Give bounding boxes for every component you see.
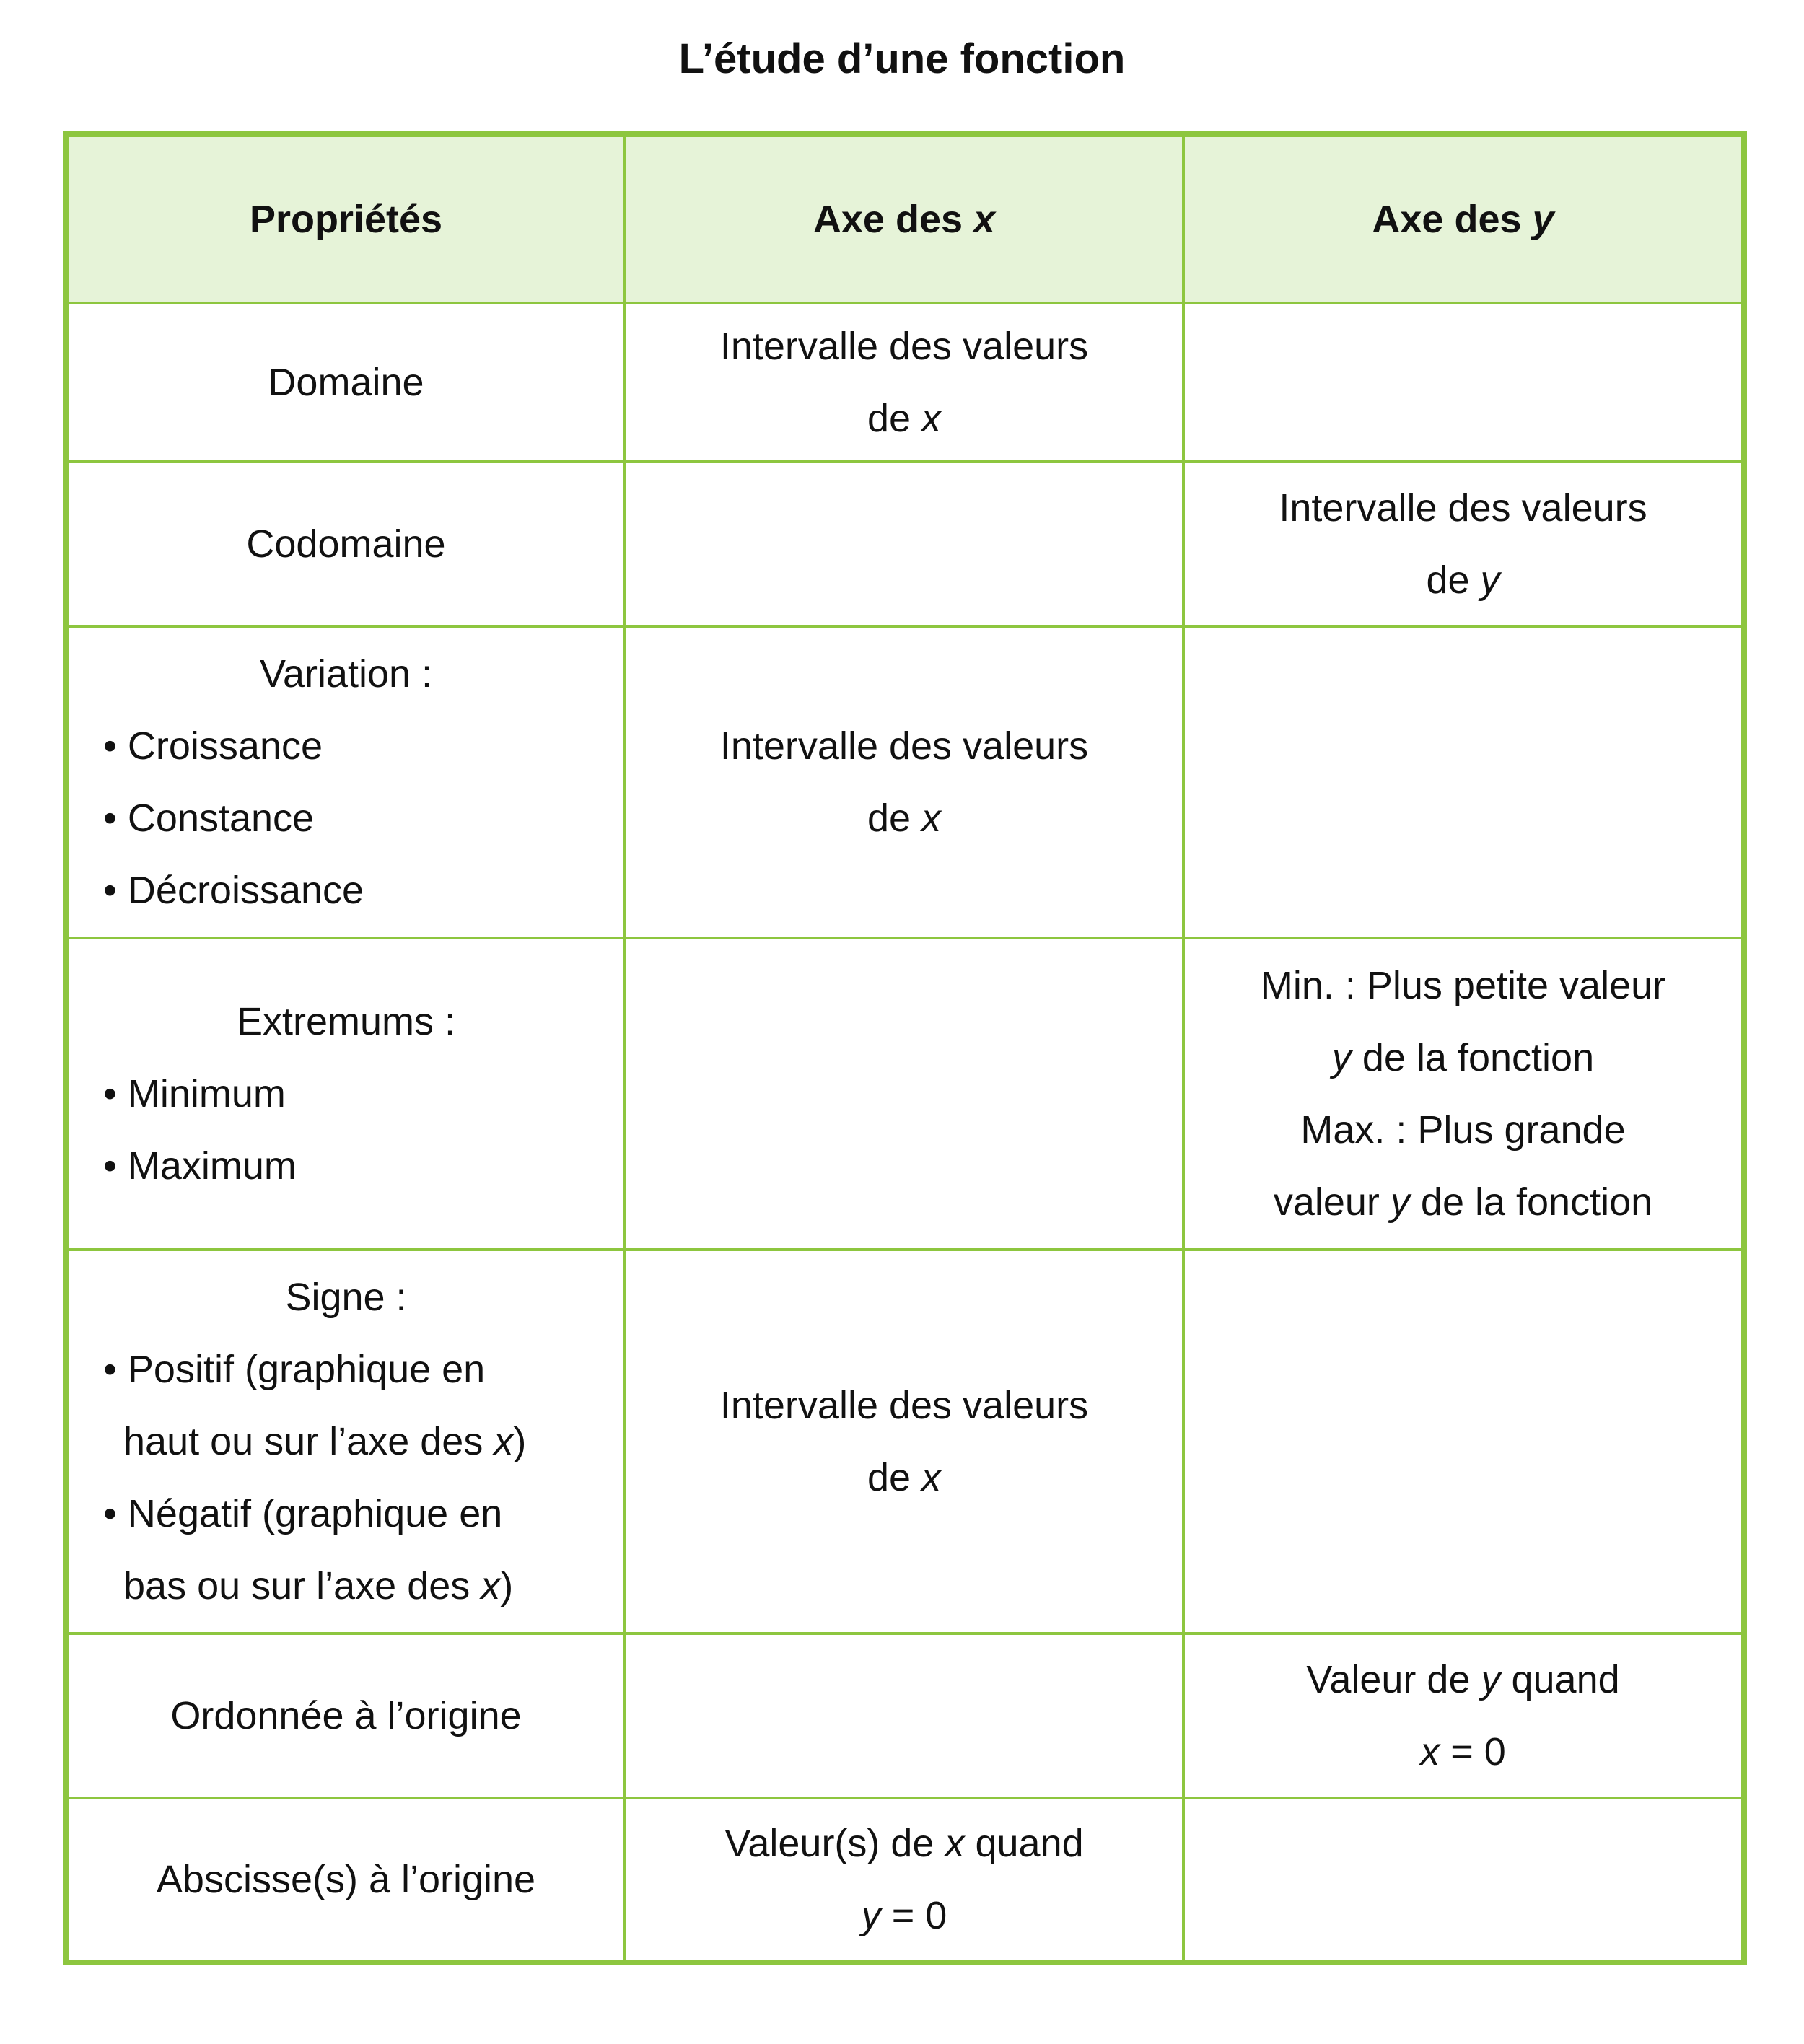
text-segment: • Positif (graphique en [103, 1348, 486, 1391]
text-line [83, 1843, 609, 1916]
variable-text: y [1390, 1180, 1410, 1224]
variable-text: x [945, 1822, 965, 1865]
bullet-item [83, 1058, 609, 1130]
variable-text: x [1420, 1730, 1440, 1773]
text-segment: Codomaine [246, 522, 446, 566]
cell-property [66, 1250, 625, 1633]
text-segment: Intervalle des valeurs [1279, 486, 1647, 530]
text-segment: Max. : Plus grande [1300, 1108, 1626, 1152]
cell-property [66, 626, 625, 938]
variable-text: x [973, 198, 996, 241]
text-segment: quand [964, 1822, 1084, 1865]
text-segment: Axe des [1372, 198, 1533, 241]
text-segment: valeur [1273, 1180, 1391, 1224]
variable-text: x [921, 397, 942, 440]
variable-text: x [494, 1420, 514, 1463]
text-segment: • Maximum [103, 1144, 297, 1188]
cell-y-axis [1183, 462, 1744, 626]
bullet-item [83, 1333, 609, 1405]
cell-property [66, 1633, 625, 1798]
table-row [66, 1798, 1744, 1962]
cell-x-axis [625, 462, 1183, 626]
text-segment: = 0 [880, 1894, 947, 1937]
text-line [1199, 1166, 1727, 1238]
variable-text: y [1480, 558, 1500, 602]
text-segment: bas ou sur l’axe des [123, 1564, 481, 1607]
text-segment: Min. : Plus petite valeur [1260, 964, 1666, 1007]
text-line [83, 638, 609, 710]
text-segment: ) [513, 1420, 527, 1463]
text-segment: • Minimum [103, 1072, 286, 1115]
text-line [641, 782, 1168, 854]
bullet-item [83, 782, 609, 854]
variable-text: y [1481, 1658, 1501, 1701]
text-line [641, 1442, 1168, 1514]
text-line [1199, 1644, 1727, 1716]
cell-x-axis [625, 303, 1183, 462]
table-row [66, 1633, 1744, 1798]
text-segment: • Négatif (graphique en [103, 1492, 503, 1535]
cell-y-axis [1183, 1633, 1744, 1798]
text-line [1199, 949, 1727, 1022]
text-segment: Extremums : [236, 1000, 456, 1043]
text-line [641, 1369, 1168, 1442]
text-segment: Valeur de [1306, 1658, 1481, 1701]
text-segment: de [867, 397, 922, 440]
cell-y-axis [1183, 938, 1744, 1250]
text-segment: Propriétés [249, 198, 443, 241]
bullet-item [83, 1478, 609, 1550]
text-line [83, 508, 609, 580]
text-segment: de [867, 797, 922, 840]
variable-text: y [861, 1894, 881, 1937]
text-segment: quand [1500, 1658, 1620, 1701]
text-segment: Abscisse(s) à l’origine [156, 1858, 536, 1901]
variable-text: x [921, 1456, 942, 1499]
text-segment: Ordonnée à l’origine [170, 1694, 522, 1737]
text-line [83, 346, 609, 418]
text-segment: de [867, 1456, 922, 1499]
cell-x-axis [625, 1633, 1183, 1798]
text-line [83, 986, 609, 1058]
text-segment: Intervalle des valeurs [719, 325, 1089, 368]
bullet-item [83, 854, 609, 926]
text-line [83, 1680, 609, 1752]
text-line [1199, 1022, 1727, 1094]
header-y-axis [1183, 134, 1744, 303]
text-segment: Valeur(s) de [724, 1822, 945, 1865]
cell-x-axis [625, 938, 1183, 1250]
text-segment: • Décroissance [103, 869, 364, 912]
header-property [66, 134, 625, 303]
text-segment: de la fonction [1351, 1036, 1595, 1079]
cell-y-axis [1183, 1250, 1744, 1633]
text-segment: Intervalle des valeurs [719, 724, 1089, 768]
text-segment: de la fonction [1409, 1180, 1653, 1224]
text-segment: Intervalle des valeurs [719, 1384, 1089, 1427]
text-segment: Signe : [285, 1276, 407, 1319]
text-line [1199, 1716, 1727, 1788]
cell-x-axis [625, 1798, 1183, 1962]
text-line [1199, 544, 1727, 616]
text-segment: de [1426, 558, 1481, 602]
variable-text: y [1331, 1036, 1352, 1079]
page-title: L’étude d’une fonction [678, 35, 1126, 82]
text-segment: ) [500, 1564, 514, 1607]
function-study-table [63, 131, 1747, 1965]
bullet-item [83, 710, 609, 782]
bullet-item [83, 1130, 609, 1202]
table-row [66, 1250, 1744, 1633]
text-line [1199, 472, 1727, 544]
text-segment: • Constance [103, 797, 315, 840]
variable-text: x [481, 1564, 501, 1607]
cell-y-axis [1183, 626, 1744, 938]
text-segment: • Croissance [103, 724, 323, 768]
variable-text: y [1532, 198, 1554, 241]
text-segment: Axe des [813, 198, 974, 241]
table-row [66, 303, 1744, 462]
text-line [83, 1405, 609, 1478]
text-line [1199, 1094, 1727, 1166]
table-row [66, 938, 1744, 1250]
text-line [641, 1807, 1168, 1879]
cell-y-axis [1183, 303, 1744, 462]
text-line [641, 710, 1168, 782]
table-row [66, 462, 1744, 626]
cell-x-axis [625, 1250, 1183, 1633]
text-line [83, 1550, 609, 1622]
text-line [641, 1879, 1168, 1952]
header-row [66, 134, 1744, 303]
text-segment: = 0 [1440, 1730, 1506, 1773]
cell-property [66, 462, 625, 626]
text-line [641, 310, 1168, 382]
cell-property [66, 938, 625, 1250]
cell-x-axis [625, 626, 1183, 938]
header-x-axis [625, 134, 1183, 303]
text-line [83, 1261, 609, 1333]
cell-property [66, 303, 625, 462]
variable-text: x [921, 797, 942, 840]
text-segment: haut ou sur l’axe des [123, 1420, 494, 1463]
text-line [641, 382, 1168, 455]
table-row [66, 626, 1744, 938]
text-segment: Variation : [259, 652, 433, 696]
cell-y-axis [1183, 1798, 1744, 1962]
cell-property [66, 1798, 625, 1962]
text-segment: Domaine [268, 361, 424, 404]
